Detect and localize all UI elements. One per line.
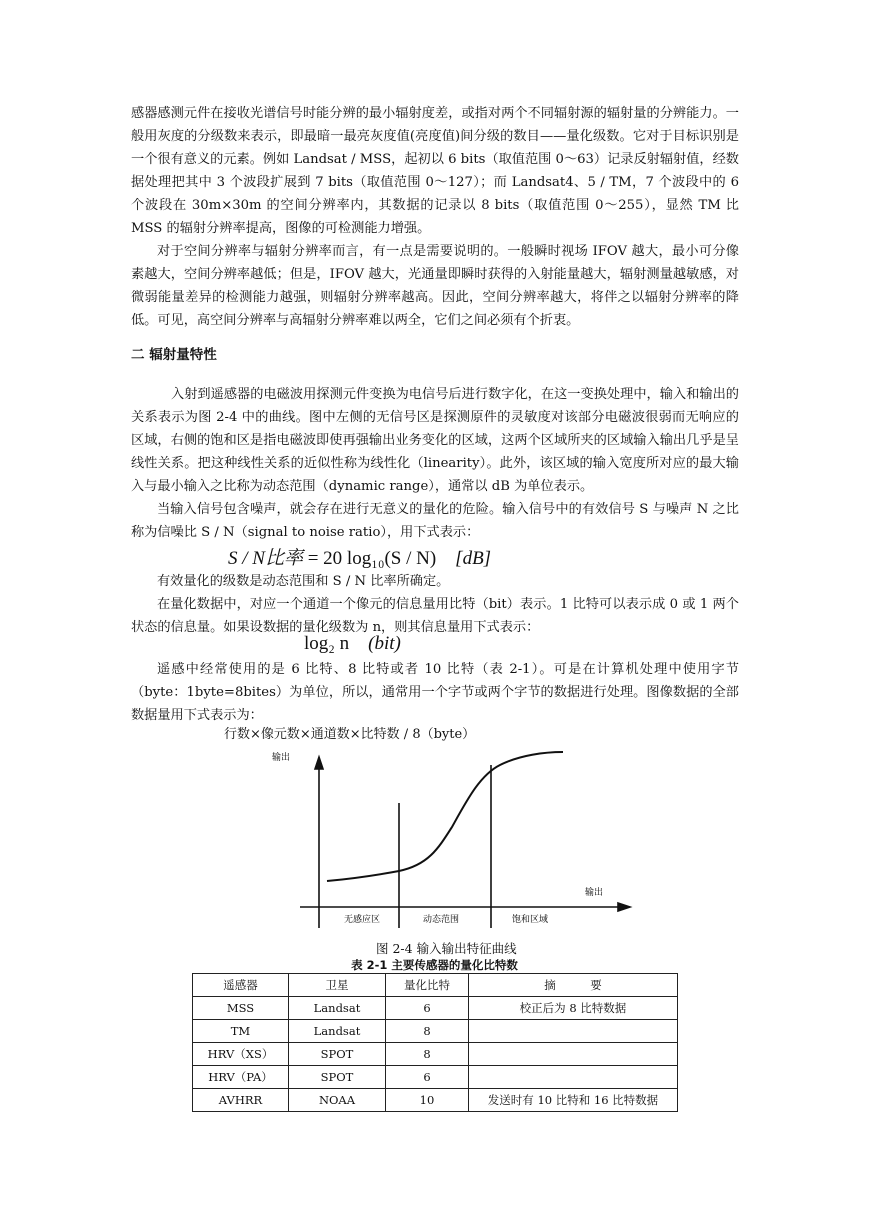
snr-formula-lhs: S / N比率 [228,548,303,569]
snr-formula-rhs: = 20 log₁₀(S / N) [307,548,437,569]
table-caption: 表 2-1 主要传感器的量化比特数 [351,958,518,972]
io-characteristic-figure [0,745,869,945]
cell-summary: 发送时有 10 比特和 16 比特数据 [469,1089,678,1112]
snr-formula-unit: [dB] [455,548,492,569]
cell-bits: 6 [386,997,469,1020]
table-row [193,1089,678,1112]
table-row [193,997,678,1020]
paragraph-bytes: 遥感中经常使用的是 6 比特、8 比特或者 10 比特（表 2-1）。可是在计算机处理中使用字节（byte：1byte=8bites）为单位，所以，通常用一个字节或两个字节的数据进行处理。图像数据的全部数据量用下式表示为： [131,662,739,723]
table-row [193,1066,678,1089]
paragraph-noise: 当输入信号包含噪声，就会存在进行无意义的量化的危险。输入信号中的有效信号 S 与噪声 N 之比称为信噪比 S / N（signal to noise ratio），用下式表示： [131,502,739,540]
intro-text-block [131,102,739,332]
cell-bits: 8 [386,1020,469,1043]
header-summary: 摘 要 [469,974,678,997]
cell-summary: 校正后为 8 比特数据 [469,997,678,1020]
cell-summary [469,1043,678,1066]
section-heading: 二 辐射量特性 [131,347,217,363]
header-bits: 量化比特 [386,974,469,997]
cell-summary [469,1066,678,1089]
cell-satellite: SPOT [289,1066,386,1089]
paragraph-spatial-vs-radiometric: 对于空间分辨率与辐射分辨率而言，有一点是需要说明的。一般瞬时视场 IFOV 越大，最小可分像素越大，空间分辨率越低；但是，IFOV 越大，光通量即瞬时获得的入射能量越大，辐射测量越敏感，对微弱能量差异的检测能力越强，则辐射分辨率越高。因此，空间分辨率越大，将伴之以辐射分辨率的降低。可见，高空间分辨率与高辐射分辨率难以两全，它们之间必须有个折衷。 [131,244,739,328]
region-label-dynamic: 动态范围 [423,915,460,925]
cell-sensor: HRV（XS） [193,1043,289,1066]
table-row [193,1020,678,1043]
cell-sensor: HRV（PA） [193,1066,289,1089]
cell-satellite: Landsat [289,997,386,1020]
paragraph-effective-levels: 有效量化的级数是动态范围和 S / N 比率所确定。 [157,574,450,589]
cell-bits: 8 [386,1043,469,1066]
x-axis-arrow [618,903,630,911]
figure-caption: 图 2-4 输入输出特征曲线 [376,941,517,956]
region-label-saturation: 饱和区域 [512,915,549,925]
paragraph-radiometric-resolution: 感器感测元件在接收光谱信号时能分辨的最小辐射度差，或指对两个不同辐射源的辐射量的分辨能力。一般用灰度的分级数来表示，即最暗一最亮灰度值(亮度值)间分级的数目——量化级数。它对于目标识别是一个很有意义的元素。例如 Landsat / MSS，起初以 6 bits（取值范围 0～63）记录反射辐射值，经数据处理把其中 3 个波段扩展到 7 bits（取值范围 0～127）；而 Landsat4、5 / TM，7 个波段中的 6 个波段在 30m×30m 的空间分辨率内，其数据的记录以 8 bits（取值范围 0～255），显然 TM 比 MSS 的辐射分辨率提高，图像的可检测能力增强。 [131,106,739,236]
header-satellite: 卫星 [289,974,386,997]
x-axis-label: 输出 [585,888,604,898]
bits-formula-unit: (bit) [368,633,401,654]
cell-bits: 10 [386,1089,469,1112]
bits-formula-expr: log₂ n [304,633,350,654]
table-header-row [193,974,678,997]
cell-satellite: Landsat [289,1020,386,1043]
quantization-text-block [131,570,739,639]
byte-text-block [131,658,739,727]
paragraph-io-relation: 入射到遥感器的电磁波用探测元件变换为电信号后进行数字化，在这一变换处理中，输入和输出的关系表示为图 2-4 中的曲线。图中左侧的无信号区是探测原件的灵敏度对该部分电磁波很弱而无响应的区域，右侧的饱和区是指电磁波即使再强输出业务变化的区域，这两个区域所夹的区域输入输出几乎是呈线性关系。把这种线性关系的近似性称为线性化（linearity）。此外，该区域的输入宽度所对应的最大输入与最小输入之比称为动态范围（dynamic range），通常以 dB 为单位表示。 [131,387,739,494]
cell-bits: 6 [386,1066,469,1089]
cell-satellite: SPOT [289,1043,386,1066]
radiometric-text-block [131,383,739,544]
cell-summary [469,1020,678,1043]
snr-formula [228,543,491,570]
response-curve [327,752,563,881]
y-axis-arrow [315,757,323,769]
table-row [193,1043,678,1066]
paragraph-bit-info: 在量化数据中，对应一个通道一个像元的信息量用比特（bit）表示。1 比特可以表示成 0 或 1 两个状态的信息量。如果设数据的量化级数为 n，则其信息量用下式表示： [131,597,739,635]
quantization-bits-table [192,973,678,1112]
region-label-dead: 无感应区 [344,915,381,925]
cell-satellite: NOAA [289,1089,386,1112]
cell-sensor: TM [193,1020,289,1043]
header-sensor: 遥感器 [193,974,289,997]
bits-formula [304,633,401,655]
data-volume-formula: 行数×像元数×通道数×比特数 / 8（byte） [224,727,476,742]
y-axis-label: 输出 [272,753,291,763]
cell-sensor: MSS [193,997,289,1020]
cell-sensor: AVHRR [193,1089,289,1112]
